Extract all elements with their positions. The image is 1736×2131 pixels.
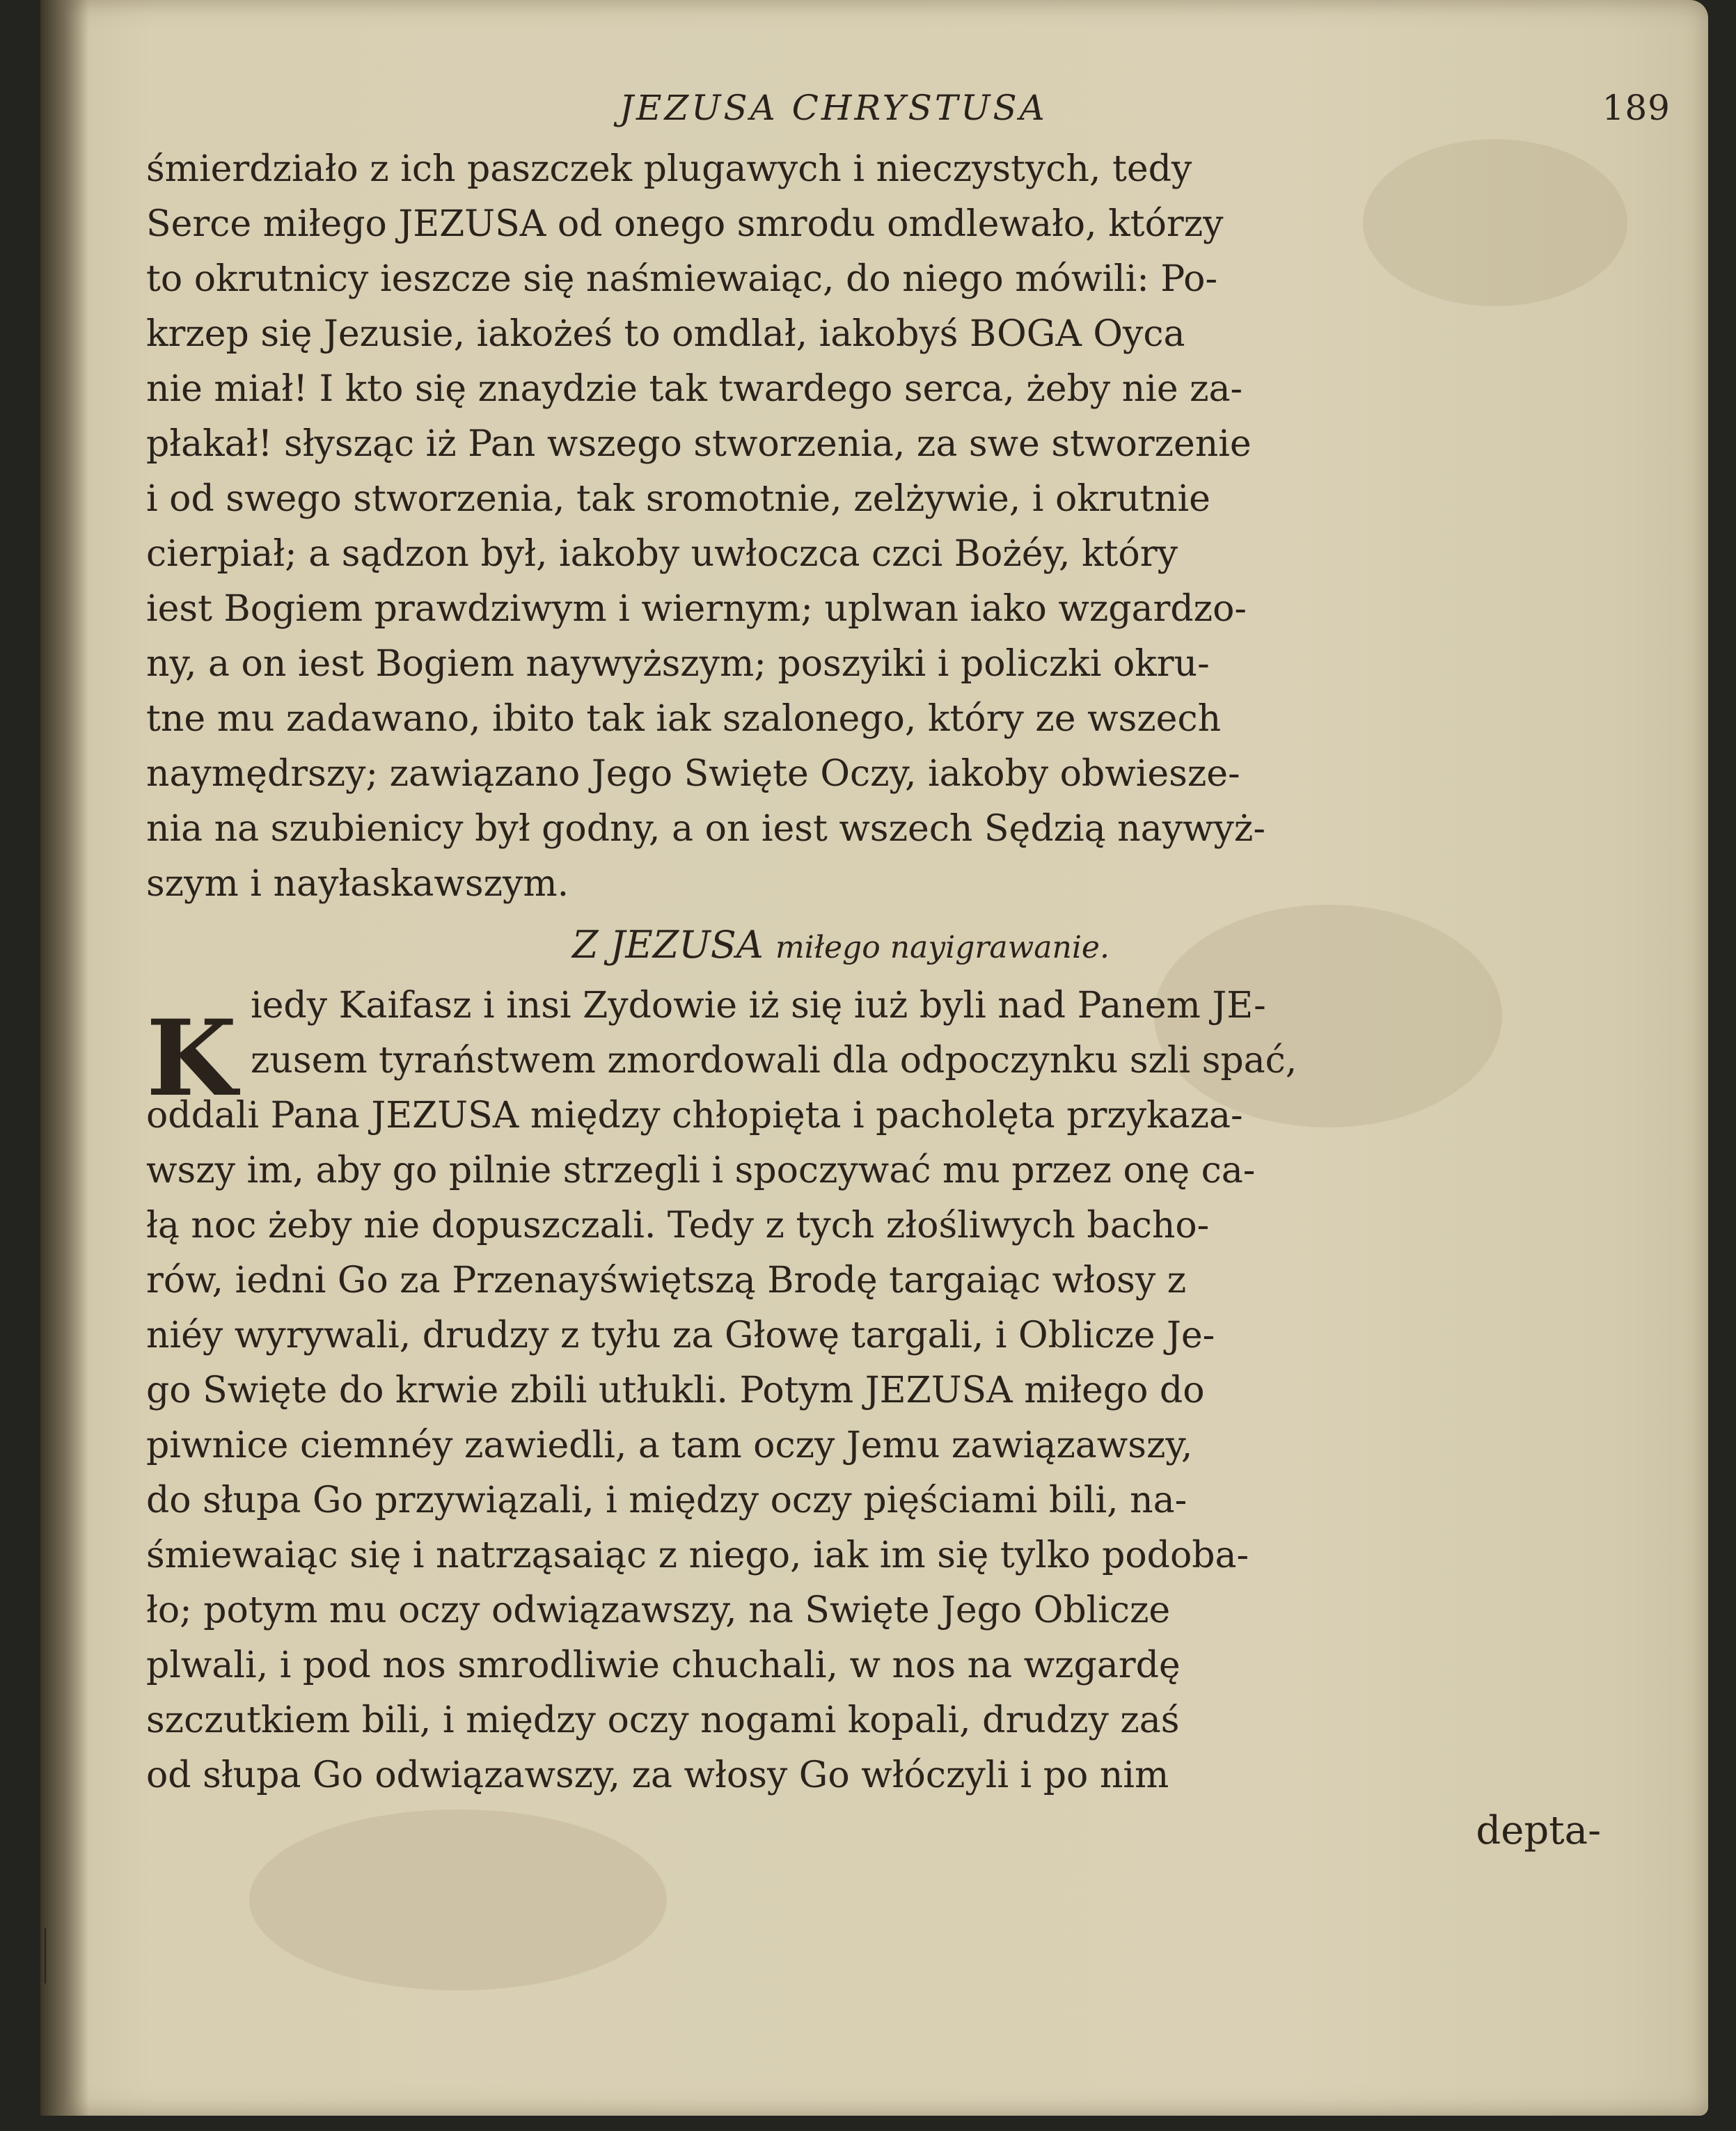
drop-cap: K <box>146 997 237 1120</box>
text-line: i od swego stworzenia, tak sromotnie, zelżywie, i okrutnie <box>146 478 1210 520</box>
text-line: Serce miłego JEZUSA od onego smrodu omdlewało, którzy <box>146 203 1224 245</box>
text-line: cierpiał; a sądzon był, iakoby uwłoczca czci Bożéy, który <box>146 533 1178 575</box>
section-heading-main: Z JEZUSA <box>572 923 764 967</box>
catchword: depta- <box>1476 1808 1601 1853</box>
text-line: nie miał! I kto się znaydzie tak twardego serca, żeby nie za- <box>146 368 1243 410</box>
text-line: zusem tyraństwem zmordowali dla odpoczynku szli spać, <box>251 1040 1297 1082</box>
text-line: plwali, i pod nos smrodliwie chuchali, w nos na wzgardę <box>146 1645 1181 1686</box>
text-line: iedy Kaifasz i insi Zydowie iż się iuż byli nad Panem JE- <box>251 985 1266 1027</box>
text-line: płakał! słysząc iż Pan wszego stworzenia, za swe stworzenie <box>146 423 1252 465</box>
text-block <box>146 75 1678 1858</box>
text-line: od słupa Go odwiązawszy, za włosy Go włóczyli i po nim <box>146 1754 1169 1796</box>
text-line: śmiewaiąc się i natrząsaiąc z niego, iak im się tylko podoba- <box>146 1535 1249 1576</box>
text-line: ło; potym mu oczy odwiązawszy, na Swięte Jego Oblicze <box>146 1590 1171 1631</box>
text-line: szym i nayłaskawszym. <box>146 863 569 905</box>
book-gutter <box>40 0 89 2116</box>
text-line: oddali Pana JEZUSA między chłopięta i pacholęta przykaza- <box>146 1095 1243 1136</box>
text-line: szczutkiem bili, i między oczy nogami kopali, drudzy zaś <box>146 1700 1180 1741</box>
text-line: do słupa Go przywiązali, i między oczy pięściami bili, na- <box>146 1480 1187 1521</box>
text-line: łą noc żeby nie dopuszczali. Tedy z tych złośliwych bacho- <box>146 1205 1210 1246</box>
text-line: nia na szubienicy był godny, a on iest wszech Sędzią naywyż- <box>146 808 1265 850</box>
text-line: tne mu zadawano, ibito tak iak szalonego, który ze wszech <box>146 698 1222 740</box>
text-line: śmierdziało z ich paszczek plugawych i nieczystych, tedy <box>146 148 1192 190</box>
section-heading <box>146 912 1678 979</box>
text-line: krzep się Jezusie, iakożeś to omdlał, iakobyś BOGA Oyca <box>146 313 1185 355</box>
paragraph-2 <box>146 979 1678 1803</box>
text-line: piwnice ciemnéy zawiedli, a tam oczy Jemu zawiązawszy, <box>146 1425 1193 1466</box>
text-line: iest Bogiem prawdziwym i wiernym; uplwan iako wzgardzo- <box>146 588 1247 630</box>
text-line: wszy im, aby go pilnie strzegli i spoczywać mu przez onę ca- <box>146 1150 1256 1191</box>
text-line: rów, iedni Go za Przenayświętszą Brodę targaiąc włosy z <box>146 1260 1187 1301</box>
text-line: niéy wyrywali, drudzy z tyłu za Głowę targali, i Oblicze Je- <box>146 1315 1215 1356</box>
text-line: to okrutnicy ieszcze się naśmiewaiąc, do niego mówili: Po- <box>146 258 1218 300</box>
text-line: ny, a on iest Bogiem naywyższym; poszyiki i policzki okru- <box>146 643 1210 685</box>
paper-sheet <box>40 0 1708 2116</box>
paragraph-1 <box>146 142 1678 912</box>
section-heading-rest: miłego nayigrawanie. <box>775 930 1110 965</box>
page-number: 189 <box>1602 88 1671 128</box>
margin-mark <box>45 1928 46 1983</box>
text-line: go Swięte do krwie zbili utłukli. Potym JEZUSA miłego do <box>146 1370 1205 1411</box>
text-line: naymędrszy; zawiązano Jego Swięte Oczy, iakoby obwiesze- <box>146 753 1240 795</box>
page-header <box>146 75 1678 142</box>
running-head: JEZUSA CHRYSTUSA <box>620 88 1048 128</box>
